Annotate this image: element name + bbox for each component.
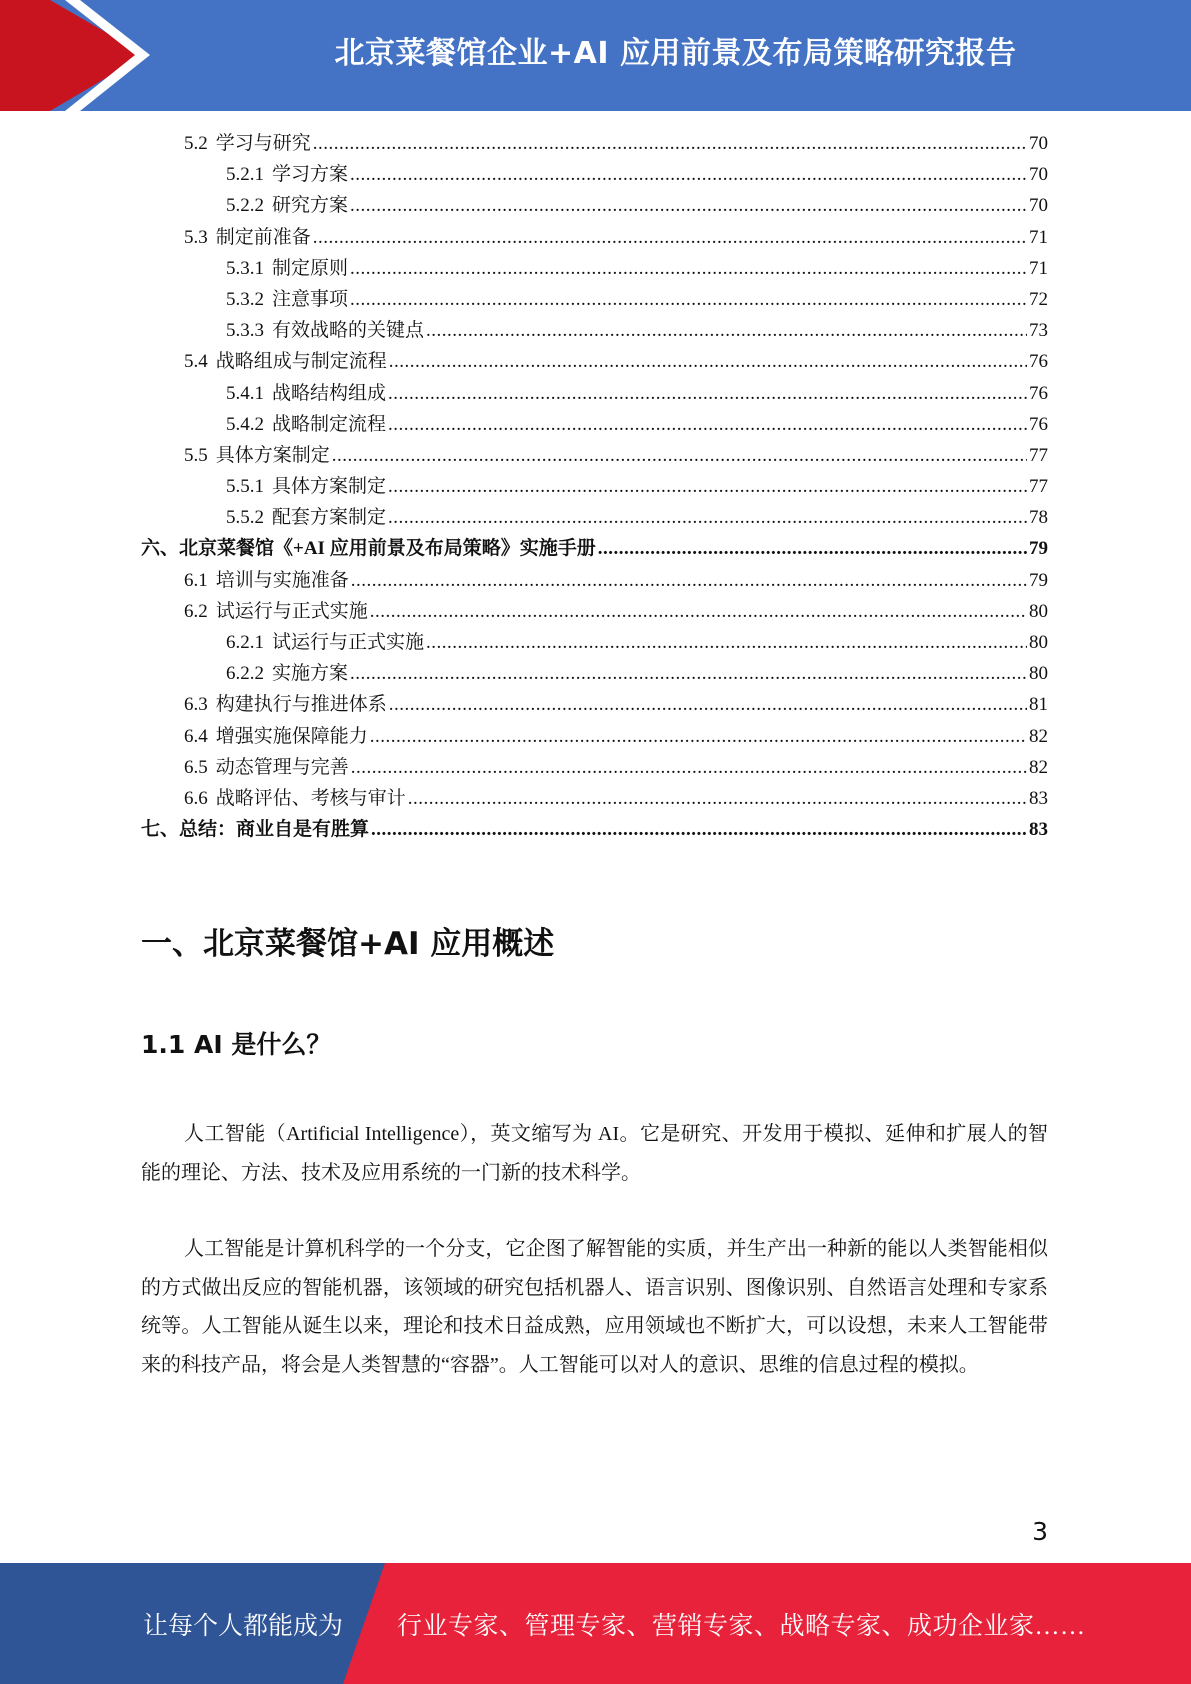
toc-dot-leader (370, 721, 1027, 752)
toc-entry-number: 5.4 (184, 351, 208, 373)
subsection-heading: 1.1 AI 是什么？ (141, 1030, 332, 1059)
toc-entry-number: 6.6 (184, 787, 208, 809)
toc-dot-leader (351, 752, 1027, 783)
toc-entry-page: 70 (1029, 164, 1048, 186)
toc-entry-title: 战略评估、考核与审计 (215, 787, 406, 809)
toc-entry-page: 80 (1029, 600, 1048, 622)
toc-entry-number: 5.5.1 (226, 476, 264, 498)
toc-dot-leader (313, 222, 1027, 253)
toc-entry-page: 76 (1029, 351, 1048, 373)
footer-slogan-right: 行业专家、管理专家、营销专家、战略专家、成功企业家…… (397, 1613, 1086, 1640)
toc-entry[interactable] (141, 159, 1048, 190)
toc-entry[interactable] (141, 502, 1048, 533)
toc-entry-title: 试运行与正式实施 (215, 600, 368, 622)
toc-entry-title: 七、总结：商业自是有胜算 (141, 819, 370, 841)
page-footer (0, 1563, 1191, 1684)
toc-entry-page: 83 (1029, 787, 1048, 809)
toc-entry-number: 5.2.2 (226, 195, 264, 217)
toc-entry[interactable] (141, 814, 1048, 845)
toc-dot-leader (389, 689, 1027, 720)
toc-dot-leader (350, 190, 1027, 221)
body-paragraph: 人工智能（Artificial Intelligence），英文缩写为 AI。它是研究、开发用于模拟、延伸和扩展人的智能的理论、方法、技术及应用系统的一门新的技术科学。 (141, 1123, 1048, 1184)
toc-dot-leader (388, 471, 1027, 502)
toc-entry[interactable] (141, 440, 1048, 471)
toc-entry[interactable] (141, 627, 1048, 658)
toc-entry-page: 81 (1029, 694, 1048, 716)
toc-entry-page: 76 (1029, 382, 1048, 404)
toc-entry-title: 制定前准备 (215, 226, 311, 248)
toc-entry-page: 82 (1029, 756, 1048, 778)
toc-entry-number: 6.2.2 (226, 663, 264, 685)
toc-entry-page: 78 (1029, 507, 1048, 529)
toc-entry-page: 79 (1029, 569, 1048, 591)
toc-entry[interactable] (141, 565, 1048, 596)
toc-entry-title: 注意事项 (272, 288, 349, 310)
toc-dot-leader (598, 533, 1027, 564)
toc-dot-leader (332, 440, 1027, 471)
toc-entry[interactable] (141, 658, 1048, 689)
toc-dot-leader (370, 596, 1027, 627)
toc-entry-number: 5.3.1 (226, 257, 264, 279)
toc-entry-page: 70 (1029, 195, 1048, 217)
toc-entry-title: 学习与研究 (215, 133, 311, 154)
toc-entry[interactable] (141, 346, 1048, 377)
toc-entry-number: 5.4.1 (226, 382, 264, 404)
toc-entry-number: 5.3.2 (226, 288, 264, 310)
toc-dot-leader (313, 128, 1027, 159)
toc-entry[interactable] (141, 378, 1048, 409)
toc-entry-page: 83 (1029, 819, 1048, 841)
toc-entry-title: 研究方案 (272, 195, 349, 217)
toc-dot-leader (388, 409, 1027, 440)
toc-dot-leader (426, 627, 1027, 658)
toc-entry-title: 实施方案 (272, 663, 349, 685)
toc-entry-page: 77 (1029, 444, 1048, 466)
toc-entry[interactable] (141, 721, 1048, 752)
toc-entry-number: 5.5.2 (226, 507, 264, 529)
toc-dot-leader (350, 658, 1027, 689)
toc-entry-title: 配套方案制定 (272, 507, 387, 529)
toc-entry-title: 战略制定流程 (272, 413, 387, 435)
toc-dot-leader (389, 346, 1027, 377)
toc-entry-title: 试运行与正式实施 (272, 632, 425, 653)
toc-dot-leader (388, 502, 1027, 533)
toc-entry[interactable] (141, 284, 1048, 315)
toc-dot-leader (350, 159, 1027, 190)
toc-dot-leader (408, 783, 1027, 814)
toc-entry-title: 六、北京菜餐馆《+AI 应用前景及布局策略》实施手册 (141, 538, 596, 560)
toc-entry-number: 6.2.1 (226, 632, 264, 653)
toc-entry[interactable] (141, 315, 1048, 346)
toc-entry-title: 具体方案制定 (215, 444, 330, 466)
toc-entry-page: 71 (1029, 257, 1048, 279)
toc-entry[interactable] (141, 533, 1048, 564)
toc-entry-number: 6.1 (184, 569, 208, 591)
footer-slogan-left: 让每个人都能成为 (143, 1613, 344, 1640)
toc-entry-number: 5.3.3 (226, 320, 264, 342)
section-heading: 一、北京菜餐馆+AI 应用概述 (141, 926, 555, 962)
toc-entry-title: 培训与实施准备 (215, 569, 349, 591)
toc-entry[interactable] (141, 128, 1048, 159)
toc-entry-title: 有效战略的关键点 (272, 320, 425, 342)
toc-entry-number: 5.2 (184, 133, 208, 154)
table-of-contents (141, 128, 1048, 845)
toc-dot-leader (426, 315, 1027, 346)
toc-entry[interactable] (141, 783, 1048, 814)
toc-entry-page: 72 (1029, 288, 1048, 310)
toc-entry[interactable] (141, 752, 1048, 783)
toc-entry[interactable] (141, 222, 1048, 253)
toc-entry-number: 5.5 (184, 444, 208, 466)
toc-entry-page: 77 (1029, 476, 1048, 498)
toc-entry[interactable] (141, 190, 1048, 221)
toc-dot-leader (388, 378, 1027, 409)
toc-entry[interactable] (141, 689, 1048, 720)
toc-entry-title: 制定原则 (272, 257, 349, 279)
toc-entry[interactable] (141, 471, 1048, 502)
toc-entry-page: 80 (1029, 632, 1048, 653)
toc-entry-title: 战略结构组成 (272, 382, 387, 404)
toc-entry-title: 战略组成与制定流程 (215, 351, 387, 373)
toc-entry-title: 增强实施保障能力 (215, 725, 368, 747)
toc-entry[interactable] (141, 409, 1048, 440)
toc-entry[interactable] (141, 253, 1048, 284)
toc-entry-number: 6.2 (184, 600, 208, 622)
toc-entry-number: 5.4.2 (226, 413, 264, 435)
toc-entry-page: 79 (1029, 538, 1048, 560)
toc-entry-number: 5.3 (184, 226, 208, 248)
toc-dot-leader (350, 253, 1027, 284)
page-number: 3 (1032, 1517, 1048, 1546)
toc-entry-number: 6.3 (184, 694, 208, 716)
toc-dot-leader (351, 565, 1027, 596)
toc-entry-title: 构建执行与推进体系 (215, 694, 387, 716)
body-paragraph: 人工智能是计算机科学的一个分支，它企图了解智能的实质，并生产出一种新的能以人类智能相似的方式做出反应的智能机器，该领域的研究包括机器人、语言识别、图像识别、自然语言处理和专家系统等。人工智能从诞生以来，理论和技术日益成熟，应用领域也不断扩大，可以设想，未来人工智能带来的科技产品，将会是人类智慧的“容器”。人工智能可以对人的意识、思维的信息过程的模拟。 (141, 1238, 1048, 1376)
toc-entry-title: 学习方案 (272, 164, 349, 186)
toc-entry-number: 6.5 (184, 756, 208, 778)
toc-entry-number: 5.2.1 (226, 164, 264, 186)
toc-entry-page: 73 (1029, 320, 1048, 342)
toc-entry-page: 71 (1029, 226, 1048, 248)
toc-entry-page: 76 (1029, 413, 1048, 435)
toc-entry-page: 70 (1029, 133, 1048, 154)
page-header (0, 0, 1191, 111)
toc-dot-leader (350, 284, 1027, 315)
document-title: 北京菜餐馆企业+AI 应用前景及布局策略研究报告 (334, 36, 1017, 71)
toc-entry-title: 动态管理与完善 (215, 756, 349, 778)
toc-dot-leader (371, 814, 1027, 845)
toc-entry-number: 6.4 (184, 725, 208, 747)
toc-entry-title: 具体方案制定 (272, 476, 387, 498)
toc-entry-page: 80 (1029, 663, 1048, 685)
toc-entry[interactable] (141, 596, 1048, 627)
toc-entry-page: 82 (1029, 725, 1048, 747)
